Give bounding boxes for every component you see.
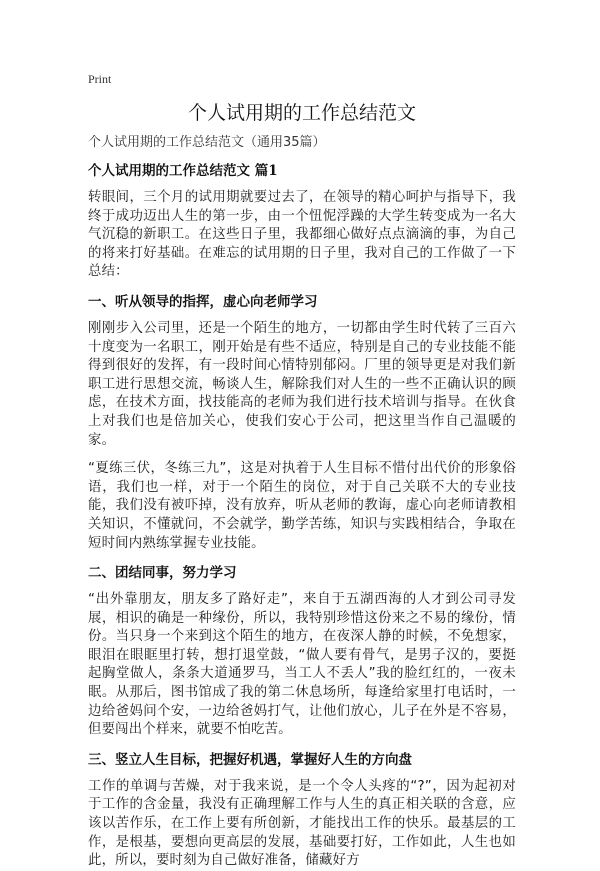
print-label: Print <box>88 72 112 86</box>
document-page <box>88 70 516 871</box>
section-heading-2: 二、团结同事，努力学习 <box>88 565 237 582</box>
section-3-paragraph-1: 工作的单调与苦燥，对于我来说，是一个令人头疼的“?”，因为起初对于工作的含金量，我没有正确理解工作与人生的真正相关联的含意，应该以苦作乐，在工作上要有所创新，才能找出工作的快乐。最基层的工作，是根基，要想向更高层的发展，基础要打好，工作如此，人生也如此，所以，要时刻为自己做好准备，储藏好方 <box>88 778 516 869</box>
section-heading-3: 三、竖立人生目标，把握好机遇，掌握好人生的方向盘 <box>88 751 412 768</box>
document-subtitle: 个人试用期的工作总结范文（通用35篇） <box>88 135 326 150</box>
intro-paragraph: 转眼间，三个月的试用期就要过去了，在领导的精心呵护与指导下，我终于成功迈出人生的第一步，由一个忸怩浮躁的大学生转变成为一名大气沉稳的新职工。在这些日子里，我都细心做好点点滴滴的事，为自己的将来打好基础。在难忘的试用期的日子里，我对自己的工作做了一下总结： <box>88 190 516 280</box>
section-1-paragraph-2: “夏练三伏，冬练三九”，这是对执着于人生目标不惜付出代价的形象俗语，我们也一样，对于一个陌生的岗位，对于自己关联不大的专业技能，我们没有被吓掉，没有放弃，听从老师的教诲，虚心向老师请教相关知识，不懂就问，不会就学，勤学苦练，知识与实践相结合，争取在短时间内熟练掌握专业技能。 <box>88 461 516 551</box>
page-title: 个人试用期的工作总结范文 <box>187 102 416 124</box>
section-1-paragraph-1: 刚刚步入公司里，还是一个陌生的地方，一切都由学生时代转了三百六十度变为一名职工，刚开始是有些不适应，特别是自己的专业技能不能得到很好的发挥，有一段时间心情特别郁闷。厂里的领导更是对我们新职工进行思想交流，畅谈人生，解除我们对人生的一些不正确认识的顾虑，在技术方面，找技能高的老师为我们进行技术培训与指导。在伙食上对我们也是倍加关心，使我们安心于公司，把这里当作自己温暖的家。 <box>88 320 516 448</box>
section-heading-1: 一、听从领导的指挥，虚心向老师学习 <box>88 293 318 310</box>
section-2-paragraph-1: “出外靠朋友，朋友多了路好走”，来自于五湖西海的人才到公司寻发展，相识的确是一种缘份，所以，我特别珍惜这份来之不易的缘份，情份。当只身一个来到这个陌生的地方，在夜深人静的时候，不免想家，眼泪在眼眶里打转，想打退堂鼓，“做人要有骨气，是男子汉的，要挺起胸堂做人，条条大道通罗马，当工人不丢人”我的脸红红的，一夜未眠。从那后，图书馆成了我的第二休息场所，每逢给家里打电话时，一边给爸妈问个安，一边给爸妈打气，让他们放心，儿子在外是不容易，但要闯出个样来，就要不怕吃苦。 <box>88 592 516 738</box>
article-heading: 个人试用期的工作总结范文 篇1 <box>88 163 278 179</box>
